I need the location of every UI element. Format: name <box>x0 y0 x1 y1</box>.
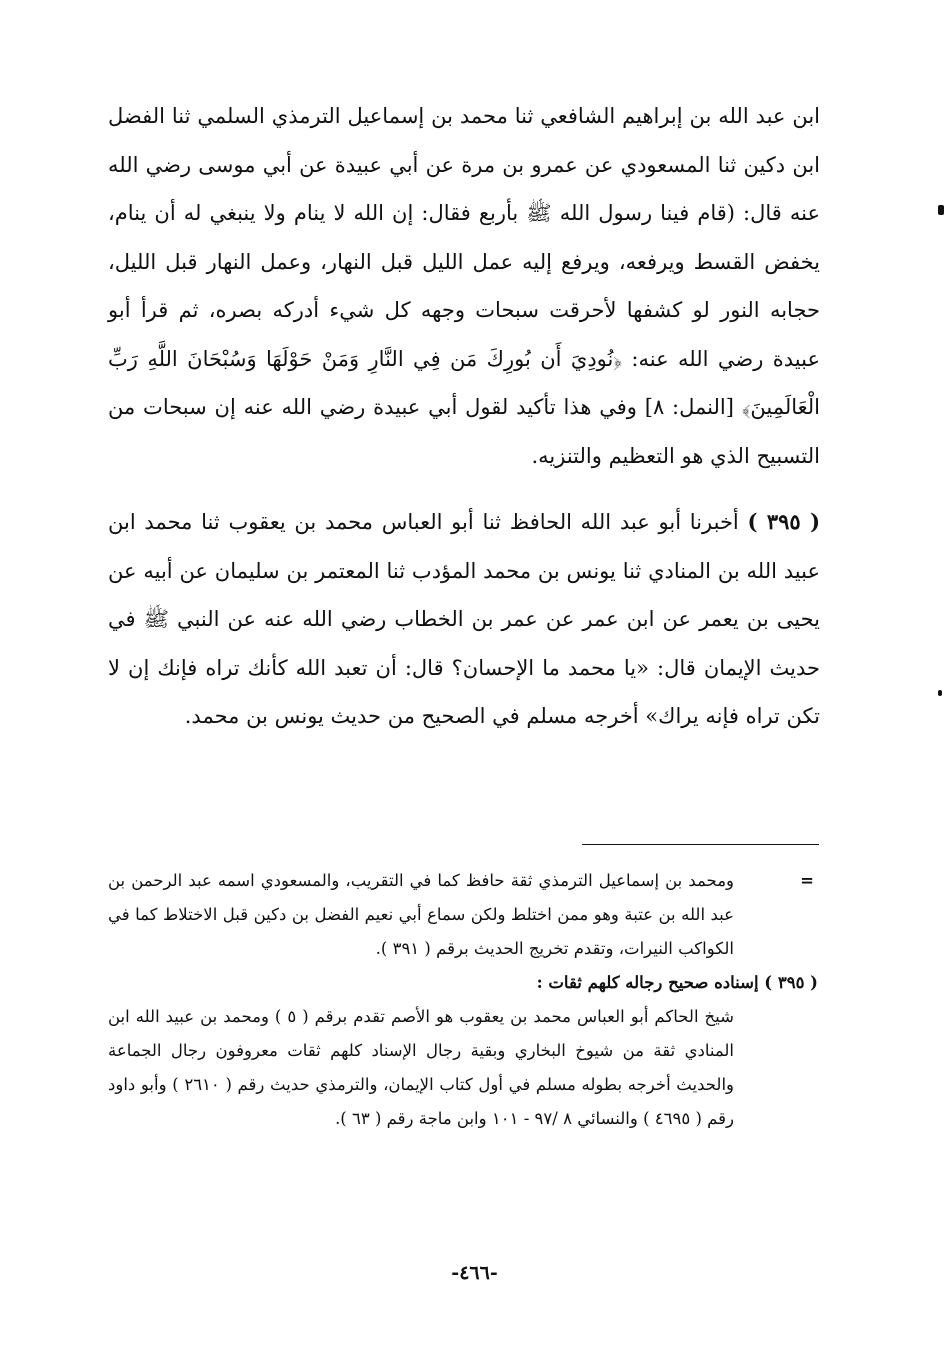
continuation-text: ومحمد بن إسماعيل الترمذي ثقة حافظ كما في التقريب، والمسعودي اسمه عبد الرحمن بن عبد الله بن عتبة وهو ممن اختلط ولكن سماع أبي نعيم الفضل بن دكين قبل الاختلاط كما في الكواكب النيرات، وتقدم تخريج الحديث برقم ( ٣٩١ ). <box>108 871 734 958</box>
main-text-block <box>108 92 820 741</box>
footnote-continuation <box>108 864 820 966</box>
hadith-number: ( ٣٩٥ ) <box>747 509 821 534</box>
hadith-text: أخبرنا أبو عبد الله الحافظ ثنا أبو العباس محمد بن يعقوب ثنا محمد ابن عبيد الله بن المنادي ثنا يونس بن محمد المؤدب ثنا المعتمر بن سليمان عن أبيه عن يحيى بن يعمر عن ابن عمر عن عمر بن الخطاب رضي الله عنه عن النبي ﷺ في حديث الإيمان قال: «يا محمد ما الإحسان؟ قال: أن تعبد الله كأنك تراه فإنك إن لا تكن تراه فإنه يراك» أخرجه مسلم في الصحيح من حديث يونس بن محمد. <box>108 510 820 728</box>
continuation-mark: = <box>800 871 814 890</box>
footnote-body: شيخ الحاكم أبو العباس محمد بن يعقوب هو الأصم تقدم برقم ( ٥ ) ومحمد بن عبيد الله ابن المنادي ثقة من شيوخ البخاري وبقية رجال الإسناد كلهم ثقات معروفون رجال الجماعة والحديث أخرجه بطوله مسلم في أول كتاب الإيمان، والترمذي حديث رقم ( ٢٦١٠ ) وأبو داود رقم ( ٤٦٩٥ ) والنسائي ٨ /٩٧ - ١٠١ وابن ماجة رقم ( ٦٣ ). <box>108 1007 734 1128</box>
scan-edge-mark <box>938 690 942 696</box>
footnote-heading: ( ٣٩٥ ) إسناده صحيح رجاله كلهم ثقات : <box>536 973 818 992</box>
main-paragraph-1: ابن عبد الله بن إبراهيم الشافعي ثنا محمد بن إسماعيل الترمذي السلمي ثنا الفضل ابن دكين ثنا المسعودي عن عمرو بن مرة عن أبي عبيدة عن أبي موسى رضي الله عنه قال: (قام فينا رسول الله ﷺ بأربع فقال: إن الله لا ينام ولا ينبغي له أن ينام، يخفض القسط ويرفعه، ويرفع إليه عمل الليل قبل النهار، وعمل النهار قبل الليل، حجابه النور لو كشفها لأحرقت سبحات وجهه كل شيء أدركه بصره، ثم قرأ أبو عبيدة رضي الله عنه: ﴿نُودِيَ أَن بُورِكَ مَن فِي النَّارِ وَمَنْ حَوْلَهَا وَسُبْحَانَ اللَّهِ رَبِّ الْعَالَمِينَ﴾ [النمل: ٨] وفي هذا تأكيد لقول أبي عبيدة رضي الله عنه إن سبحات من التسبيح الذي هو التعظيم والتنزيه. <box>108 104 820 468</box>
page-number: -٤٦٦- <box>451 1262 498 1284</box>
main-paragraph-2 <box>108 498 820 741</box>
scan-edge-mark <box>938 205 944 215</box>
footnote-separator <box>582 844 819 845</box>
footnotes-block <box>108 864 820 1136</box>
